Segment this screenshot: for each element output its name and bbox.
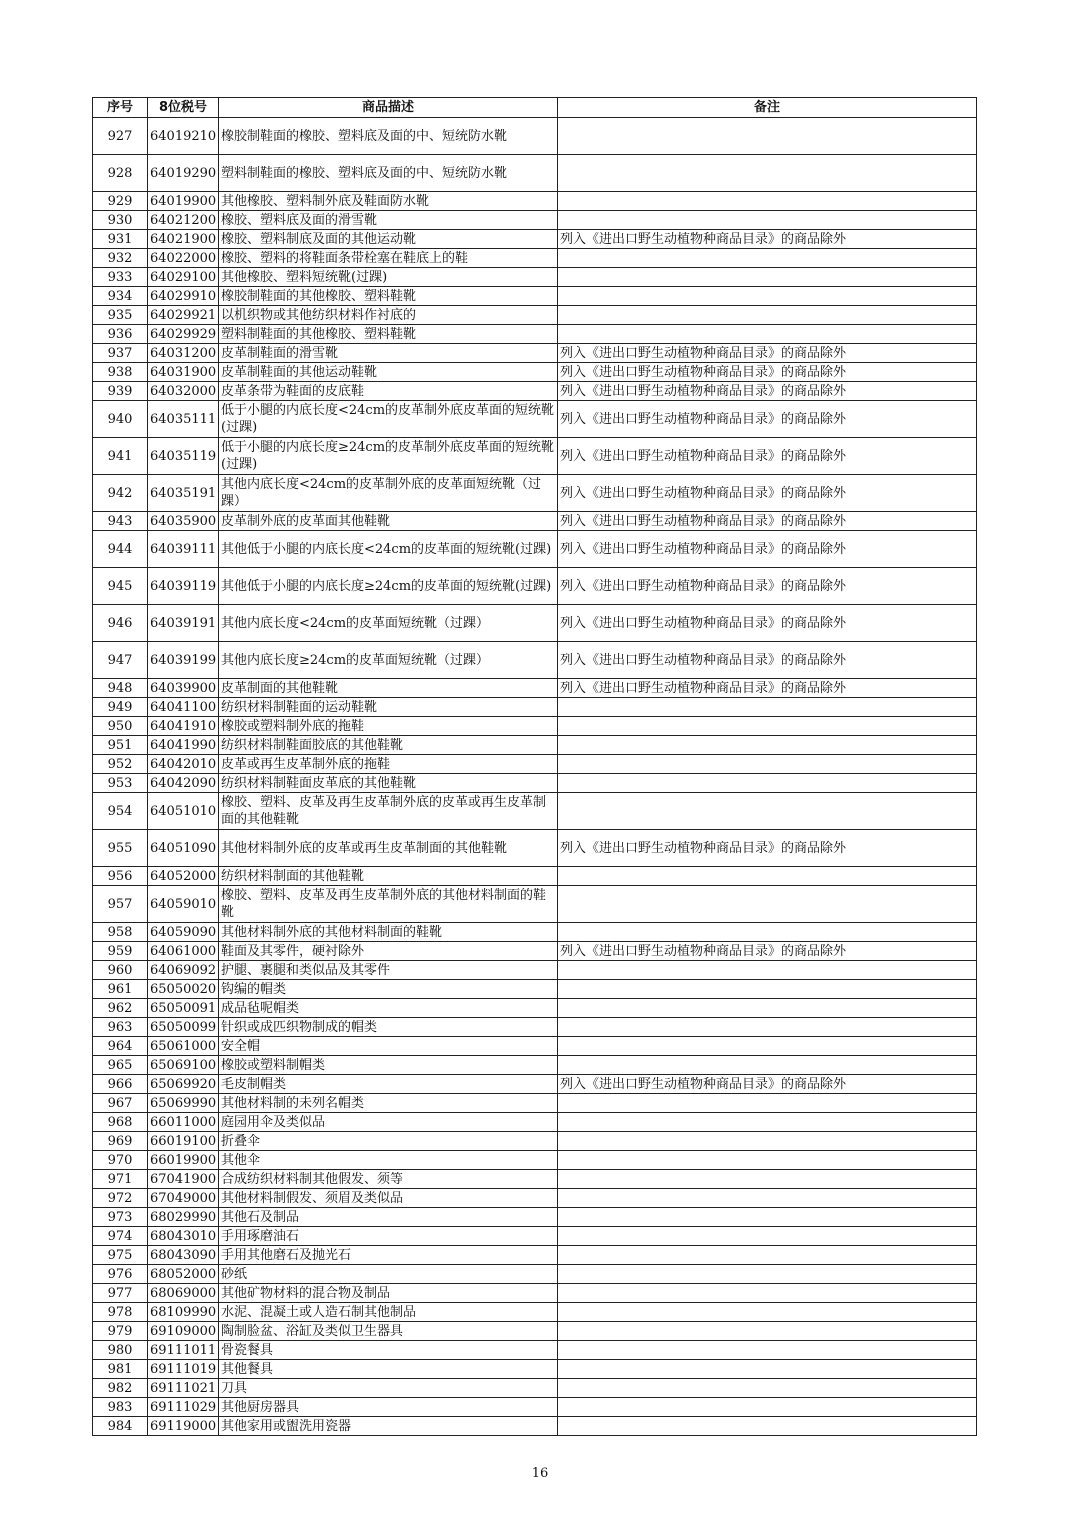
- cell-description: 其他厨房器具: [219, 1398, 558, 1417]
- table-row: [93, 155, 977, 192]
- cell-description: 其他内底长度<24cm的皮革面短统靴（过踝）: [219, 605, 558, 642]
- cell-code: 64022000: [148, 249, 219, 268]
- cell-description: 橡胶、塑料底及面的滑雪靴: [219, 211, 558, 230]
- cell-note: 列入《进出口野生动植物种商品目录》的商品除外: [558, 679, 977, 698]
- cell-description: 护腿、裹腿和类似品及其零件: [219, 961, 558, 980]
- cell-code: 64042010: [148, 755, 219, 774]
- cell-seq: 957: [93, 886, 148, 923]
- cell-code: 64039199: [148, 642, 219, 679]
- cell-description: 纺织材料制鞋面胶底的其他鞋靴: [219, 736, 558, 755]
- cell-code: 64039900: [148, 679, 219, 698]
- cell-seq: 968: [93, 1113, 148, 1132]
- cell-seq: 929: [93, 192, 148, 211]
- cell-note: [558, 867, 977, 886]
- cell-note: [558, 1379, 977, 1398]
- table-row: [93, 942, 977, 961]
- cell-seq: 977: [93, 1284, 148, 1303]
- cell-description: 庭园用伞及类似品: [219, 1113, 558, 1132]
- table-row: [93, 475, 977, 512]
- cell-seq: 932: [93, 249, 148, 268]
- cell-note: 列入《进出口野生动植物种商品目录》的商品除外: [558, 401, 977, 438]
- cell-seq: 956: [93, 867, 148, 886]
- cell-seq: 943: [93, 512, 148, 531]
- cell-seq: 980: [93, 1341, 148, 1360]
- cell-code: 64051090: [148, 830, 219, 867]
- table-row: [93, 1379, 977, 1398]
- cell-description: 皮革制鞋面的滑雪靴: [219, 344, 558, 363]
- table-row: [93, 230, 977, 249]
- cell-seq: 963: [93, 1018, 148, 1037]
- cell-note: 列入《进出口野生动植物种商品目录》的商品除外: [558, 830, 977, 867]
- cell-note: [558, 1417, 977, 1436]
- cell-seq: 959: [93, 942, 148, 961]
- cell-description: 其他石及制品: [219, 1208, 558, 1227]
- cell-note: 列入《进出口野生动植物种商品目录》的商品除外: [558, 230, 977, 249]
- cell-code: 64029910: [148, 287, 219, 306]
- table-row: [93, 1322, 977, 1341]
- cell-code: 64069092: [148, 961, 219, 980]
- cell-code: 64059010: [148, 886, 219, 923]
- cell-code: 69111019: [148, 1360, 219, 1379]
- table-row: [93, 1208, 977, 1227]
- cell-note: [558, 306, 977, 325]
- cell-seq: 976: [93, 1265, 148, 1284]
- header-row: [93, 98, 977, 118]
- header-description: 商品描述: [219, 98, 558, 118]
- header-code: 8位税号: [148, 98, 219, 118]
- page-number: 16: [531, 1466, 549, 1481]
- table-row: [93, 1284, 977, 1303]
- cell-note: [558, 1132, 977, 1151]
- table-row: [93, 382, 977, 401]
- table-row: [93, 268, 977, 287]
- header-note: 备注: [558, 98, 977, 118]
- table-row: [93, 774, 977, 793]
- table-row: [93, 1151, 977, 1170]
- table-row: [93, 438, 977, 475]
- cell-description: 橡胶或塑料制帽类: [219, 1056, 558, 1075]
- cell-code: 68069000: [148, 1284, 219, 1303]
- cell-description: 钩编的帽类: [219, 980, 558, 999]
- cell-note: [558, 1398, 977, 1417]
- table-row: [93, 192, 977, 211]
- cell-note: [558, 1265, 977, 1284]
- cell-seq: 948: [93, 679, 148, 698]
- cell-note: [558, 1189, 977, 1208]
- cell-code: 65050091: [148, 999, 219, 1018]
- cell-description: 橡胶制鞋面的橡胶、塑料底及面的中、短统防水靴: [219, 118, 558, 155]
- cell-seq: 966: [93, 1075, 148, 1094]
- cell-description: 手用其他磨石及抛光石: [219, 1246, 558, 1265]
- cell-description: 鞋面及其零件，硬衬除外: [219, 942, 558, 961]
- cell-note: [558, 717, 977, 736]
- cell-note: [558, 1360, 977, 1379]
- cell-seq: 933: [93, 268, 148, 287]
- cell-code: 69119000: [148, 1417, 219, 1436]
- cell-description: 其他橡胶、塑料短统靴(过踝): [219, 268, 558, 287]
- cell-seq: 971: [93, 1170, 148, 1189]
- cell-seq: 969: [93, 1132, 148, 1151]
- cell-description: 其他低于小腿的内底长度≥24cm的皮革面的短统靴(过踝): [219, 568, 558, 605]
- cell-seq: 958: [93, 923, 148, 942]
- cell-seq: 978: [93, 1303, 148, 1322]
- cell-note: 列入《进出口野生动植物种商品目录》的商品除外: [558, 512, 977, 531]
- cell-description: 安全帽: [219, 1037, 558, 1056]
- cell-note: 列入《进出口野生动植物种商品目录》的商品除外: [558, 942, 977, 961]
- cell-code: 64021900: [148, 230, 219, 249]
- cell-note: [558, 155, 977, 192]
- cell-code: 64035111: [148, 401, 219, 438]
- cell-description: 皮革制外底的皮革面其他鞋靴: [219, 512, 558, 531]
- table-row: [93, 363, 977, 382]
- cell-description: 其他伞: [219, 1151, 558, 1170]
- cell-seq: 962: [93, 999, 148, 1018]
- cell-code: 65050020: [148, 980, 219, 999]
- cell-code: 69109000: [148, 1322, 219, 1341]
- table-body: [93, 118, 977, 1436]
- cell-note: 列入《进出口野生动植物种商品目录》的商品除外: [558, 531, 977, 568]
- cell-code: 67049000: [148, 1189, 219, 1208]
- cell-note: 列入《进出口野生动植物种商品目录》的商品除外: [558, 605, 977, 642]
- cell-seq: 941: [93, 438, 148, 475]
- cell-note: 列入《进出口野生动植物种商品目录》的商品除外: [558, 363, 977, 382]
- table-row: [93, 1227, 977, 1246]
- cell-code: 65061000: [148, 1037, 219, 1056]
- cell-note: [558, 1151, 977, 1170]
- cell-description: 其他家用或盥洗用瓷器: [219, 1417, 558, 1436]
- cell-note: [558, 1094, 977, 1113]
- cell-code: 64051010: [148, 793, 219, 830]
- cell-seq: 938: [93, 363, 148, 382]
- cell-note: [558, 192, 977, 211]
- cell-note: 列入《进出口野生动植物种商品目录》的商品除外: [558, 344, 977, 363]
- cell-code: 64035191: [148, 475, 219, 512]
- cell-description: 皮革或再生皮革制外底的拖鞋: [219, 755, 558, 774]
- cell-code: 68052000: [148, 1265, 219, 1284]
- table-row: [93, 1341, 977, 1360]
- cell-note: [558, 249, 977, 268]
- cell-note: [558, 793, 977, 830]
- cell-description: 塑料制鞋面的其他橡胶、塑料鞋靴: [219, 325, 558, 344]
- cell-note: [558, 325, 977, 344]
- tariff-table: [92, 97, 977, 1436]
- table-row: [93, 830, 977, 867]
- table-row: [93, 755, 977, 774]
- table-row: [93, 793, 977, 830]
- cell-note: [558, 886, 977, 923]
- cell-description: 低于小腿的内底长度<24cm的皮革制外底皮革面的短统靴(过踝): [219, 401, 558, 438]
- cell-seq: 955: [93, 830, 148, 867]
- cell-description: 其他橡胶、塑料制外底及鞋面防水靴: [219, 192, 558, 211]
- cell-note: [558, 287, 977, 306]
- table-row: [93, 1189, 977, 1208]
- table-row: [93, 698, 977, 717]
- cell-code: 64029100: [148, 268, 219, 287]
- cell-seq: 982: [93, 1379, 148, 1398]
- table-row: [93, 211, 977, 230]
- cell-note: [558, 1018, 977, 1037]
- table-row: [93, 605, 977, 642]
- cell-description: 毛皮制帽类: [219, 1075, 558, 1094]
- cell-description: 皮革制面的其他鞋靴: [219, 679, 558, 698]
- table-row: [93, 118, 977, 155]
- cell-description: 其他矿物材料的混合物及制品: [219, 1284, 558, 1303]
- cell-description: 其他内底长度<24cm的皮革制外底的皮革面短统靴（过踝）: [219, 475, 558, 512]
- cell-code: 64042090: [148, 774, 219, 793]
- cell-note: [558, 1037, 977, 1056]
- cell-code: 64031900: [148, 363, 219, 382]
- cell-code: 66011000: [148, 1113, 219, 1132]
- cell-seq: 949: [93, 698, 148, 717]
- cell-note: [558, 774, 977, 793]
- table-row: [93, 344, 977, 363]
- cell-code: 64061000: [148, 942, 219, 961]
- cell-seq: 940: [93, 401, 148, 438]
- table-row: [93, 1417, 977, 1436]
- cell-code: 64041100: [148, 698, 219, 717]
- table-row: [93, 867, 977, 886]
- table-row: [93, 1018, 977, 1037]
- cell-code: 69111021: [148, 1379, 219, 1398]
- table-row: [93, 980, 977, 999]
- table-row: [93, 961, 977, 980]
- cell-description: 橡胶、塑料制底及面的其他运动靴: [219, 230, 558, 249]
- table-row: [93, 923, 977, 942]
- cell-code: 64035900: [148, 512, 219, 531]
- cell-description: 合成纺织材料制其他假发、须等: [219, 1170, 558, 1189]
- cell-code: 68109990: [148, 1303, 219, 1322]
- cell-code: 64032000: [148, 382, 219, 401]
- cell-seq: 928: [93, 155, 148, 192]
- cell-code: 64019900: [148, 192, 219, 211]
- table-row: [93, 512, 977, 531]
- table-row: [93, 287, 977, 306]
- cell-description: 成品毡呢帽类: [219, 999, 558, 1018]
- cell-seq: 970: [93, 1151, 148, 1170]
- cell-code: 67041900: [148, 1170, 219, 1189]
- cell-seq: 961: [93, 980, 148, 999]
- cell-note: [558, 118, 977, 155]
- cell-note: [558, 736, 977, 755]
- cell-seq: 946: [93, 605, 148, 642]
- cell-seq: 945: [93, 568, 148, 605]
- table-row: [93, 531, 977, 568]
- cell-code: 66019900: [148, 1151, 219, 1170]
- cell-seq: 952: [93, 755, 148, 774]
- header-seq: 序号: [93, 98, 148, 118]
- cell-note: [558, 1322, 977, 1341]
- table-row: [93, 886, 977, 923]
- cell-seq: 981: [93, 1360, 148, 1379]
- cell-note: [558, 755, 977, 774]
- table-row: [93, 1037, 977, 1056]
- cell-note: [558, 268, 977, 287]
- cell-seq: 975: [93, 1246, 148, 1265]
- cell-note: 列入《进出口野生动植物种商品目录》的商品除外: [558, 438, 977, 475]
- cell-note: [558, 1056, 977, 1075]
- table-row: [93, 1094, 977, 1113]
- cell-note: [558, 999, 977, 1018]
- cell-description: 塑料制鞋面的橡胶、塑料底及面的中、短统防水靴: [219, 155, 558, 192]
- cell-code: 64019210: [148, 118, 219, 155]
- cell-description: 折叠伞: [219, 1132, 558, 1151]
- table-row: [93, 999, 977, 1018]
- cell-seq: 964: [93, 1037, 148, 1056]
- cell-code: 64052000: [148, 867, 219, 886]
- cell-description: 手用琢磨油石: [219, 1227, 558, 1246]
- cell-code: 64041910: [148, 717, 219, 736]
- cell-code: 64029921: [148, 306, 219, 325]
- cell-description: 纺织材料制面的其他鞋靴: [219, 867, 558, 886]
- cell-note: [558, 1227, 977, 1246]
- cell-note: [558, 980, 977, 999]
- table-row: [93, 1132, 977, 1151]
- cell-description: 陶制脸盆、浴缸及类似卫生器具: [219, 1322, 558, 1341]
- cell-code: 64059090: [148, 923, 219, 942]
- cell-note: [558, 1284, 977, 1303]
- table-row: [93, 1398, 977, 1417]
- cell-code: 64039111: [148, 531, 219, 568]
- cell-seq: 967: [93, 1094, 148, 1113]
- cell-seq: 965: [93, 1056, 148, 1075]
- table-row: [93, 1056, 977, 1075]
- cell-seq: 984: [93, 1417, 148, 1436]
- cell-seq: 937: [93, 344, 148, 363]
- cell-note: [558, 211, 977, 230]
- cell-description: 其他材料制假发、须眉及类似品: [219, 1189, 558, 1208]
- cell-note: 列入《进出口野生动植物种商品目录》的商品除外: [558, 475, 977, 512]
- cell-code: 68043010: [148, 1227, 219, 1246]
- cell-description: 骨瓷餐具: [219, 1341, 558, 1360]
- cell-code: 64029929: [148, 325, 219, 344]
- cell-description: 皮革制鞋面的其他运动鞋靴: [219, 363, 558, 382]
- cell-note: 列入《进出口野生动植物种商品目录》的商品除外: [558, 382, 977, 401]
- table-row: [93, 1170, 977, 1189]
- table-row: [93, 642, 977, 679]
- cell-code: 68029990: [148, 1208, 219, 1227]
- table-row: [93, 401, 977, 438]
- cell-description: 其他材料制外底的其他材料制面的鞋靴: [219, 923, 558, 942]
- cell-description: 低于小腿的内底长度≥24cm的皮革制外底皮革面的短统靴(过踝): [219, 438, 558, 475]
- cell-note: [558, 961, 977, 980]
- table-row: [93, 679, 977, 698]
- table-row: [93, 736, 977, 755]
- cell-description: 砂纸: [219, 1265, 558, 1284]
- cell-seq: 954: [93, 793, 148, 830]
- cell-note: 列入《进出口野生动植物种商品目录》的商品除外: [558, 568, 977, 605]
- cell-description: 橡胶、塑料的将鞋面条带栓塞在鞋底上的鞋: [219, 249, 558, 268]
- cell-note: [558, 1341, 977, 1360]
- table-row: [93, 1303, 977, 1322]
- cell-code: 64039191: [148, 605, 219, 642]
- table-row: [93, 1246, 977, 1265]
- table-row: [93, 1113, 977, 1132]
- cell-note: 列入《进出口野生动植物种商品目录》的商品除外: [558, 1075, 977, 1094]
- cell-note: [558, 1170, 977, 1189]
- cell-description: 以机织物或其他纺织材料作衬底的: [219, 306, 558, 325]
- cell-code: 64039119: [148, 568, 219, 605]
- cell-seq: 947: [93, 642, 148, 679]
- cell-seq: 931: [93, 230, 148, 249]
- cell-description: 橡胶制鞋面的其他橡胶、塑料鞋靴: [219, 287, 558, 306]
- cell-code: 69111029: [148, 1398, 219, 1417]
- cell-code: 64041990: [148, 736, 219, 755]
- cell-code: 68043090: [148, 1246, 219, 1265]
- cell-code: 65050099: [148, 1018, 219, 1037]
- cell-note: [558, 698, 977, 717]
- cell-seq: 960: [93, 961, 148, 980]
- cell-code: 65069100: [148, 1056, 219, 1075]
- cell-note: [558, 1208, 977, 1227]
- cell-seq: 953: [93, 774, 148, 793]
- cell-note: 列入《进出口野生动植物种商品目录》的商品除外: [558, 642, 977, 679]
- table-row: [93, 1265, 977, 1284]
- cell-description: 橡胶、塑料、皮革及再生皮革制外底的其他材料制面的鞋靴: [219, 886, 558, 923]
- cell-note: [558, 1246, 977, 1265]
- table-row: [93, 1075, 977, 1094]
- cell-code: 65069990: [148, 1094, 219, 1113]
- cell-note: [558, 1113, 977, 1132]
- table-row: [93, 249, 977, 268]
- cell-seq: 972: [93, 1189, 148, 1208]
- cell-description: 其他餐具: [219, 1360, 558, 1379]
- cell-seq: 939: [93, 382, 148, 401]
- cell-seq: 979: [93, 1322, 148, 1341]
- cell-seq: 974: [93, 1227, 148, 1246]
- cell-description: 纺织材料制鞋面皮革底的其他鞋靴: [219, 774, 558, 793]
- cell-seq: 934: [93, 287, 148, 306]
- cell-seq: 950: [93, 717, 148, 736]
- cell-seq: 935: [93, 306, 148, 325]
- table-row: [93, 325, 977, 344]
- table-row: [93, 717, 977, 736]
- cell-seq: 983: [93, 1398, 148, 1417]
- cell-description: 纺织材料制鞋面的运动鞋靴: [219, 698, 558, 717]
- cell-note: [558, 1303, 977, 1322]
- table-row: [93, 1360, 977, 1379]
- cell-description: 橡胶或塑料制外底的拖鞋: [219, 717, 558, 736]
- cell-description: 其他材料制的未列名帽类: [219, 1094, 558, 1113]
- cell-seq: 927: [93, 118, 148, 155]
- cell-code: 64019290: [148, 155, 219, 192]
- cell-description: 皮革条带为鞋面的皮底鞋: [219, 382, 558, 401]
- cell-seq: 936: [93, 325, 148, 344]
- cell-description: 刀具: [219, 1379, 558, 1398]
- cell-seq: 944: [93, 531, 148, 568]
- cell-note: [558, 923, 977, 942]
- cell-description: 橡胶、塑料、皮革及再生皮革制外底的皮革或再生皮革制面的其他鞋靴: [219, 793, 558, 830]
- cell-code: 64031200: [148, 344, 219, 363]
- cell-seq: 951: [93, 736, 148, 755]
- cell-seq: 930: [93, 211, 148, 230]
- cell-description: 其他低于小腿的内底长度<24cm的皮革面的短统靴(过踝): [219, 531, 558, 568]
- cell-code: 64035119: [148, 438, 219, 475]
- cell-seq: 942: [93, 475, 148, 512]
- table-row: [93, 306, 977, 325]
- table-row: [93, 568, 977, 605]
- cell-code: 64021200: [148, 211, 219, 230]
- cell-code: 65069920: [148, 1075, 219, 1094]
- cell-code: 69111011: [148, 1341, 219, 1360]
- cell-description: 针织或成匹织物制成的帽类: [219, 1018, 558, 1037]
- cell-description: 其他材料制外底的皮革或再生皮革制面的其他鞋靴: [219, 830, 558, 867]
- cell-code: 66019100: [148, 1132, 219, 1151]
- cell-description: 水泥、混凝土或人造石制其他制品: [219, 1303, 558, 1322]
- cell-seq: 973: [93, 1208, 148, 1227]
- cell-description: 其他内底长度≥24cm的皮革面短统靴（过踝）: [219, 642, 558, 679]
